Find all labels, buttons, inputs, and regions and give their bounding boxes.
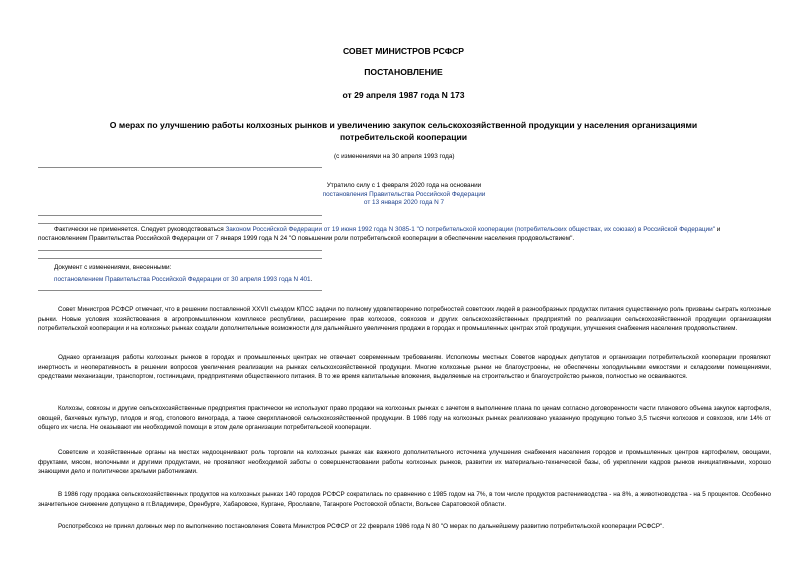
divider-6 — [38, 290, 322, 291]
divider-3 — [38, 223, 322, 224]
status-block — [300, 182, 508, 208]
changes-tail: . — [310, 275, 313, 283]
status-line: Утратило силу с 1 февраля 2020 года на основании — [326, 182, 482, 189]
changes-note — [54, 264, 312, 284]
body-paragraph-2: Однако организация работы колхозных рынков в городах и промышленных центрах не отвечает современным требованиям. Исполкомы местных Советов народных депутатов и организации потребительской кооперации проявляют инертность и неоперативность в решении вопросов увеличения реализации на рынках сельскохозяйственной продукции. Многие колхозные рынки не благоустроены, не обеспечены холодильными емкостями и складскими помещениями, средствами механизации, транспортом, гостиницами, предприятиями общественного питания. В то же время капитальные вложения, выделяемые на строительство и благоустройство рынков, полностью не осваиваются. — [38, 354, 771, 381]
body-paragraph-3: Колхозы, совхозы и другие сельскохозяйственные предприятия практически не используют право продажи на колхозных рынках с зачетом в выполнение плана по ценам согласно договоренности части планового объема закупок картофеля, овощей, бахчевых культур, плодов и ягод, столового винограда, а также сверхплановой сельскохозяйственной продукции. В 1986 году на колхозных рынках реализовано указанную продукцию только 3,5 тысячи колхозов и совхозов, или 14% от общего их числа. Не оказывают им необходимой помощи в этом деле организации потребительской кооперации. — [38, 405, 771, 432]
not-applied-text: Фактически не применяется. Следует руководствоваться — [54, 226, 226, 233]
body-paragraph-5: В 1986 году продажа сельскохозяйственных продуктов на колхозных рынках 140 городов РСФСР сократилась по сравнению с 1985 годом на 7%, в том числе продуктов растениеводства - на 8%, а животноводства - на 5 процентов. Особенно значительное снижение допущено в гг.Владимире, Оренбурге, Хабаровске, Кургане, Ярославле, Таганроге Ростовской области, Вольске Саратовской области. — [38, 491, 771, 508]
divider-1 — [38, 167, 322, 168]
not-applied-note — [38, 226, 771, 243]
date-number-heading: от 29 апреля 1987 года N 173 — [342, 90, 465, 100]
changes-label: Документ с изменениями, внесенными: — [54, 264, 172, 271]
issuer-heading: СОВЕТ МИНИСТРОВ РСФСР — [342, 46, 465, 56]
status-link-1[interactable]: постановления Правительства Российской Федерации — [322, 190, 486, 198]
status-link-2[interactable]: от 13 января 2020 года N 7 — [363, 199, 445, 206]
amendments-note: (с изменениями на 30 апреля 1993 года) — [334, 153, 455, 160]
body-paragraph-6: Роспотребсоюз не принял должных мер по выполнению постановления Совета Министров РСФСР от 22 февраля 1986 года N 80 "О мерах по дальнейшему развитию потребительской кооперации РСФСР". — [58, 523, 665, 530]
body-paragraph-1: Совет Министров РСФСР отмечает, что в решении поставленной XXVII съездом КПСС задачи по полному удовлетворению потребностей советских людей в разнообразных продуктах питания существенную роль призваны сыграть колхозные рынки. Новые условия хозяйствования в агропромышленном комплексе республики, расширение прав колхозов, совхозов и других сельскохозяйственных предприятий по реализации сельскохозяйственной продукции организациям потребительской кооперации и на колхозных рынках создали дополнительные возможности для дальнейшего увеличения продажи в городах и промышленных центрах этой продукции, улучшения снабжения населения продовольствием. — [38, 306, 771, 333]
document-title: О мерах по улучшению работы колхозных рынков и увеличению закупок сельскохозяйственной продукции у населения организациями потребительской кооперации — [109, 120, 698, 142]
divider-5 — [38, 258, 322, 259]
not-applied-text-middle: и постановлением Правительства Российской Федерации от 7 января 1999 года N 24 "О повышении роли потребительской кооперации в обеспечении населения продовольствием". — [38, 226, 721, 242]
doc-type-heading: ПОСТАНОВЛЕНИЕ — [364, 67, 443, 77]
body-paragraph-4: Советские и хозяйственные органы на местах недооценивают роль торговли на колхозных рынках как важного дополнительного источника улучшения снабжения населения городов и промышленных центров картофелем, овощами, фруктами, мясом, молочными и другими продуктами, не проявляют необходимой заботы о совершенствовании работы колхозных рынков, развитии их материально-технической базы, об укреплении кадров рынков инициативными, хорошо знающими дело и политически зрелыми работниками. — [38, 449, 771, 476]
changes-link-line — [54, 276, 312, 285]
law-link[interactable]: Законом Российской Федерации от 19 июня 1992 года N 3085-1 "О потребительской кооперации (потребительских обществах, их союзах) в Российской Федерации" — [225, 226, 715, 233]
divider-4 — [38, 250, 322, 251]
divider-2 — [38, 215, 322, 216]
changes-link[interactable]: постановлением Правительства Российской Федерации от 30 апреля 1993 года N 401 — [54, 275, 311, 283]
